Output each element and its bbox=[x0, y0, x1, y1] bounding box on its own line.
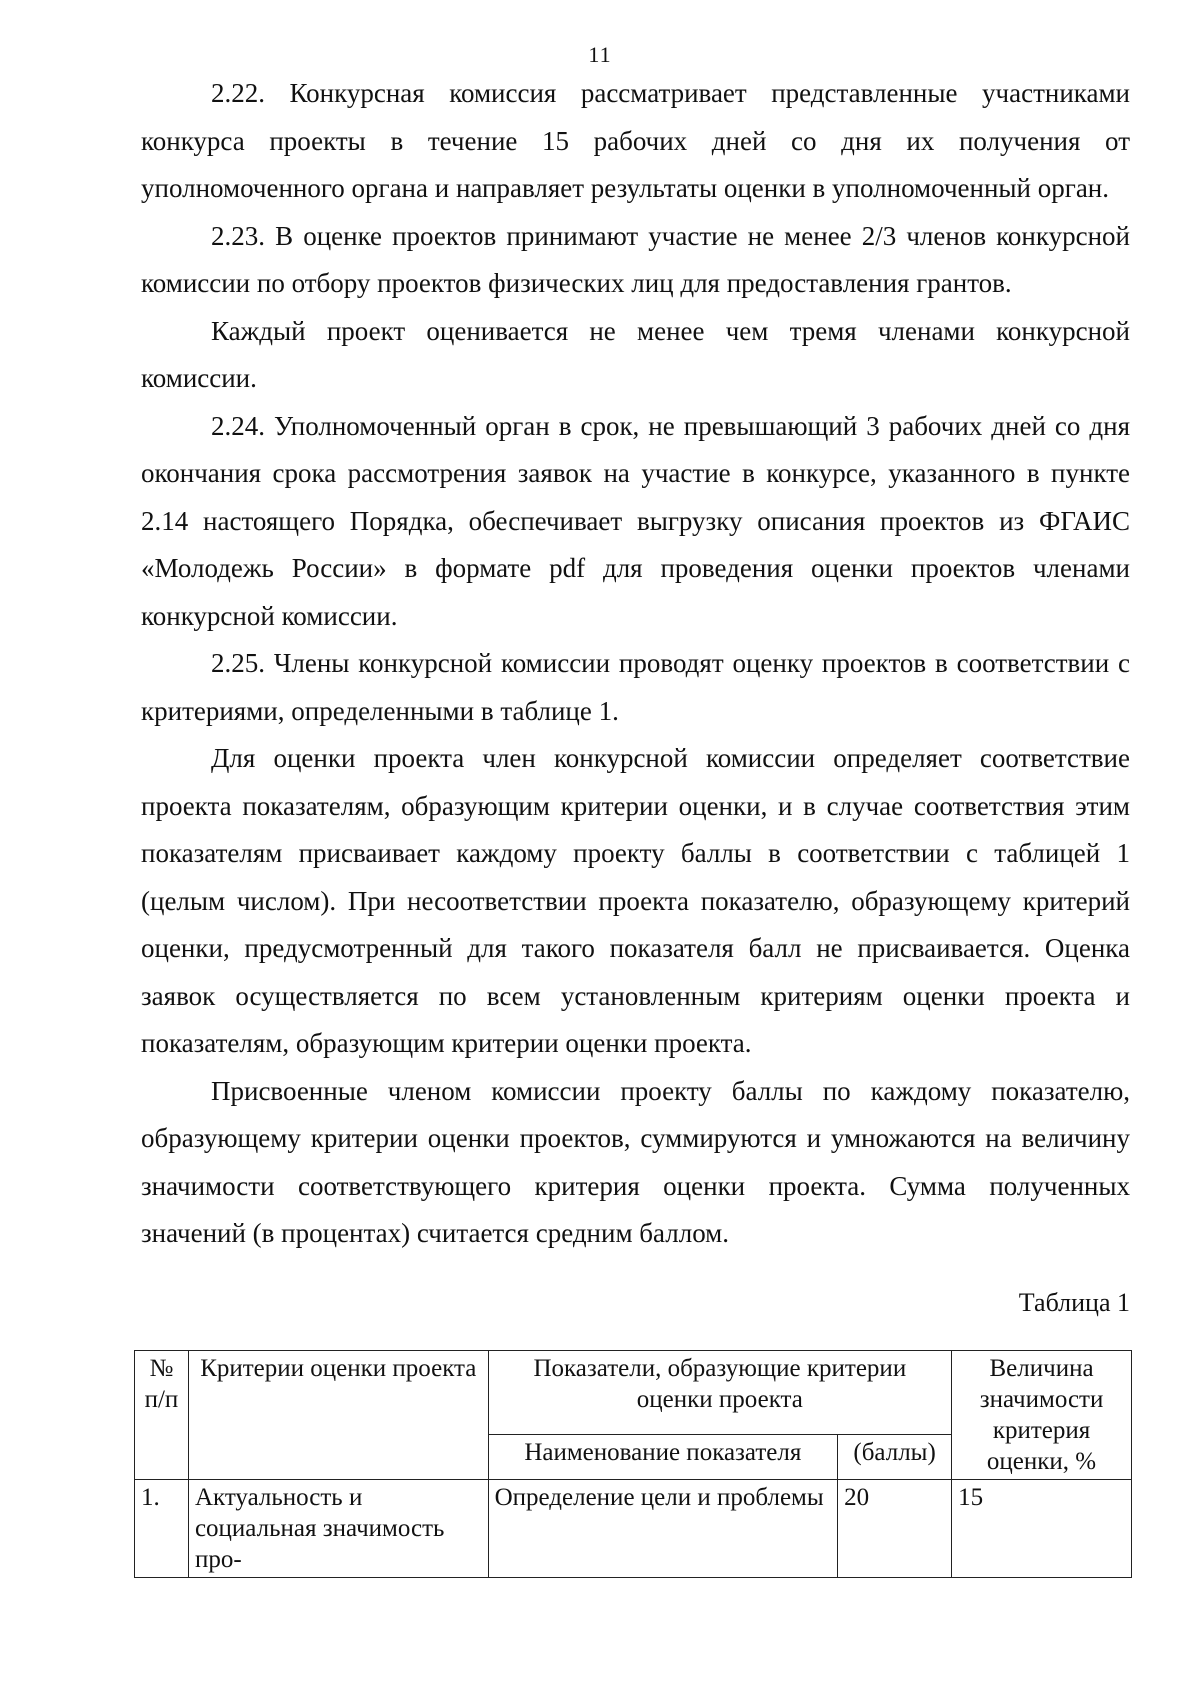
paragraph-scoring: Присвоенные членом комиссии проекту баллы по каждому показателю, образующему критерии оценки проектов, суммируются и умножаются на величину значимости соответствующего критерия оценки проекта. Сумма полученных значений (в процентах) считается средним баллом. bbox=[141, 1075, 1130, 1248]
paragraph-2-25: 2.25. Члены конкурсной комиссии проводят оценку проектов в соответствии с критериями, определенными в таблице 1. bbox=[141, 648, 1130, 726]
header-points: (баллы) bbox=[838, 1434, 952, 1479]
cell-points: 20 bbox=[838, 1480, 952, 1578]
cell-number: 1. bbox=[135, 1480, 189, 1578]
cell-criterion: Актуальность и социальная значимость про- bbox=[188, 1480, 488, 1578]
header-indicators: Показатели, образующие критерии оценки проекта bbox=[488, 1351, 951, 1435]
header-number: № п/п bbox=[135, 1351, 189, 1480]
paragraph-evaluation: Для оценки проекта член конкурсной комиссии определяет соответствие проекта показателям, образующим критерии оценки, и в случае соответствия этим показателям присваивает каждому проекту баллы в соответствии с таблицей 1 (целым числом). При несоответствии проекта показателю, образующему критерий оценки, предусмотренный для такого показателя балл не присваивается. Оценка заявок осуществляется по всем установленным критериям оценки проекта и показателям, образующим критерии оценки проекта. bbox=[141, 743, 1130, 1058]
criteria-table bbox=[134, 1350, 1132, 1578]
paragraph-2-22: 2.22. Конкурсная комиссия рассматривает представленные участниками конкурса проекты в течение 15 рабочих дней со дня их получения от уполномоченного органа и направляет результаты оценки в уполномоченный орган. bbox=[141, 78, 1130, 203]
page-number: 11 bbox=[588, 42, 612, 67]
table-caption: Таблица 1 bbox=[1018, 1288, 1130, 1317]
document-body bbox=[141, 70, 1130, 1258]
paragraph-2-24: 2.24. Уполномоченный орган в срок, не превышающий 3 рабочих дней со дня окончания срока рассмотрения заявок на участие в конкурсе, указанного в пункте 2.14 настоящего Порядка, обеспечивает выгрузку описания проектов из ФГАИС «Молодежь России» в формате pdf для проведения оценки проектов членами конкурсной комиссии. bbox=[141, 410, 1130, 631]
header-weight: Величина значимости критерия оценки, % bbox=[952, 1351, 1132, 1480]
table-row bbox=[135, 1480, 1132, 1578]
header-indicator-name: Наименование показателя bbox=[488, 1434, 838, 1479]
header-criteria: Критерии оценки проекта bbox=[188, 1351, 488, 1480]
cell-indicator: Определение цели и проблемы bbox=[488, 1480, 838, 1578]
cell-weight: 15 bbox=[952, 1480, 1132, 1578]
paragraph-2-23: 2.23. В оценке проектов принимают участие не менее 2/3 членов конкурсной комиссии по отбору проектов физических лиц для предоставления грантов. bbox=[141, 220, 1130, 298]
paragraph-each-project: Каждый проект оценивается не менее чем тремя членами конкурсной комиссии. bbox=[141, 315, 1130, 393]
